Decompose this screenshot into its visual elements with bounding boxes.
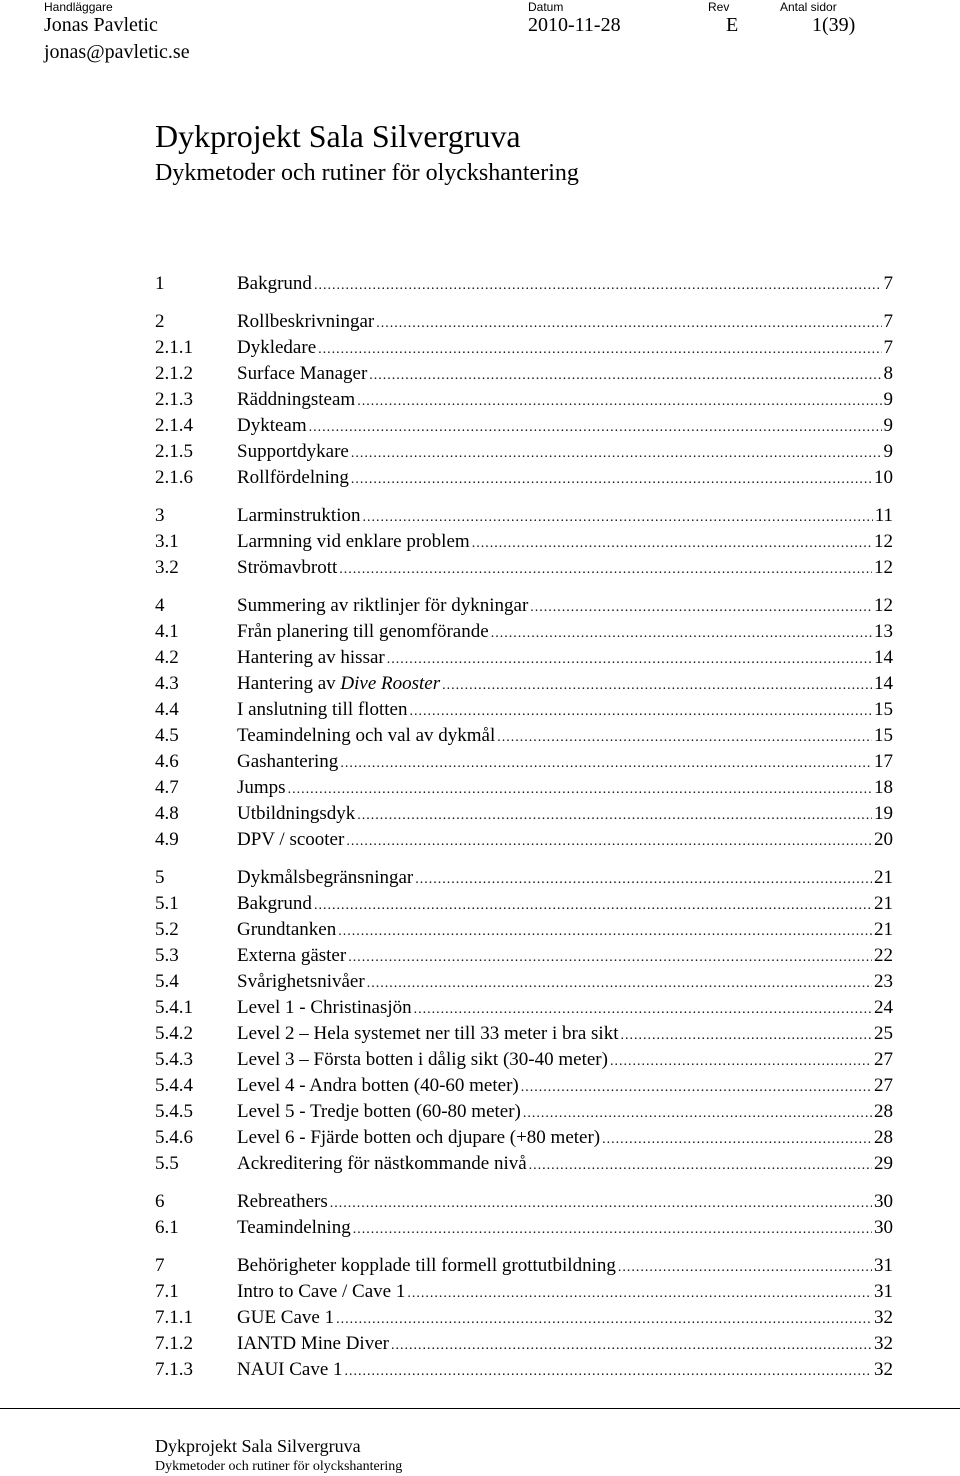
toc-entry-number: 4.4 xyxy=(155,699,179,720)
toc-entry[interactable] xyxy=(155,1126,893,1150)
toc-entry-page: 21 xyxy=(874,867,893,888)
toc-dot-leader xyxy=(340,752,872,776)
footer-title: Dykprojekt Sala Silvergruva xyxy=(155,1436,361,1456)
toc-entry-title-text: Surface Manager xyxy=(237,363,368,384)
toc-dot-leader xyxy=(351,442,882,466)
toc-entry-number: 6.1 xyxy=(155,1217,179,1238)
toc-entry-number: 4.6 xyxy=(155,751,179,772)
toc-entry[interactable] xyxy=(155,272,893,296)
toc-entry-title xyxy=(237,776,286,800)
toc-entry-title xyxy=(237,272,312,296)
toc-entry-number: 7.1.2 xyxy=(155,1333,193,1354)
toc-entry-title xyxy=(237,620,489,644)
toc-entry-number: 4.1 xyxy=(155,621,179,642)
toc-entry-page: 7 xyxy=(883,337,893,358)
toc-entry[interactable] xyxy=(155,1190,893,1214)
toc-entry-title-text: Bakgrund xyxy=(237,893,312,914)
toc-entry-title-text: Dykteam xyxy=(237,415,307,436)
toc-entry-number: 2.1.1 xyxy=(155,337,193,358)
toc-entry[interactable] xyxy=(155,620,893,644)
toc-entry[interactable] xyxy=(155,918,893,942)
toc-entry-title-text: Rollfördelning xyxy=(237,467,349,488)
toc-entry-title xyxy=(237,918,336,942)
toc-entry[interactable] xyxy=(155,724,893,748)
antal-sidor-label: Antal sidor xyxy=(780,0,837,14)
toc-entry-title-text: Ackreditering för nästkommande nivå xyxy=(237,1153,527,1174)
toc-entry[interactable] xyxy=(155,1254,893,1278)
toc-entry-number: 5.4 xyxy=(155,971,179,992)
toc-entry-title-text: Hantering av xyxy=(237,673,341,694)
author-email: jonas@pavletic.se xyxy=(44,41,190,63)
toc-entry[interactable] xyxy=(155,414,893,438)
toc-dot-leader xyxy=(415,868,872,892)
toc-dot-leader xyxy=(497,726,872,750)
author-name: Jonas Pavletic xyxy=(44,14,158,36)
toc-entry-page: 32 xyxy=(874,1359,893,1380)
toc-entry[interactable] xyxy=(155,1100,893,1124)
toc-entry-page: 21 xyxy=(874,919,893,940)
toc-entry-title-text: Level 2 – Hela systemet ner till 33 meter i bra sikt xyxy=(237,1023,619,1044)
toc-entry-title xyxy=(237,646,385,670)
toc-entry-title xyxy=(237,310,374,334)
toc-entry-title-text: Level 6 - Fjärde botten och djupare (+80 meter) xyxy=(237,1127,601,1148)
toc-entry-title xyxy=(237,336,316,360)
toc-dot-leader xyxy=(523,1102,872,1126)
toc-dot-leader xyxy=(314,274,882,298)
toc-entry-page: 10 xyxy=(874,467,893,488)
toc-entry-title xyxy=(237,1216,351,1240)
toc-entry-title xyxy=(237,996,412,1020)
toc-entry-page: 9 xyxy=(883,441,893,462)
toc-dot-leader xyxy=(407,1282,872,1306)
toc-entry[interactable] xyxy=(155,1074,893,1098)
toc-dot-leader xyxy=(387,648,872,672)
toc-entry-page: 20 xyxy=(874,829,893,850)
toc-dot-leader xyxy=(521,1076,872,1100)
toc-entry[interactable] xyxy=(155,1022,893,1046)
toc-dot-leader xyxy=(472,532,872,556)
toc-dot-leader xyxy=(369,364,881,388)
toc-entry-title xyxy=(237,802,355,826)
toc-entry-page: 30 xyxy=(874,1217,893,1238)
page-count: 1(39) xyxy=(812,14,856,36)
toc-entry-title-text: Hantering av hissar xyxy=(237,647,385,668)
toc-dot-leader xyxy=(391,1334,872,1358)
toc-entry-title-text: Utbildningsdyk xyxy=(237,803,356,824)
toc-entry[interactable] xyxy=(155,970,893,994)
toc-entry-title xyxy=(237,892,312,916)
toc-entry-page: 8 xyxy=(883,363,893,384)
toc-entry-title xyxy=(237,1048,608,1072)
toc-entry[interactable] xyxy=(155,1048,893,1072)
toc-entry-number: 4.3 xyxy=(155,673,179,694)
toc-entry-number: 4.8 xyxy=(155,803,179,824)
toc-entry-title xyxy=(237,724,495,748)
toc-entry-number: 2.1.3 xyxy=(155,389,193,410)
footer-divider xyxy=(0,1408,960,1409)
toc-entry-page: 12 xyxy=(874,595,893,616)
toc-entry-page: 12 xyxy=(874,557,893,578)
toc-entry-title-emphasis: Dive Rooster xyxy=(340,673,441,694)
toc-dot-leader xyxy=(610,1050,872,1074)
toc-entry-number: 5.4.2 xyxy=(155,1023,193,1044)
toc-entry-number: 5.1 xyxy=(155,893,179,914)
toc-entry-page: 21 xyxy=(874,893,893,914)
toc-entry-title-text: Level 4 - Andra botten (40-60 meter) xyxy=(237,1075,519,1096)
toc-dot-leader xyxy=(353,1218,872,1242)
toc-dot-leader xyxy=(330,1192,872,1216)
toc-entry-title xyxy=(237,414,307,438)
toc-dot-leader xyxy=(362,506,872,530)
toc-dot-leader xyxy=(618,1256,872,1280)
toc-entry-title-text: Rebreathers xyxy=(237,1191,328,1212)
toc-dot-leader xyxy=(530,596,872,620)
toc-entry-title-text: Externa gäster xyxy=(237,945,347,966)
toc-entry-page: 25 xyxy=(874,1023,893,1044)
toc-entry-number: 7.1.3 xyxy=(155,1359,193,1380)
toc-entry-number: 7 xyxy=(155,1255,165,1276)
toc-entry-number: 2.1.5 xyxy=(155,441,193,462)
document-date: 2010-11-28 xyxy=(528,14,621,36)
toc-entry-page: 31 xyxy=(874,1281,893,1302)
toc-entry-number: 5.4.6 xyxy=(155,1127,193,1148)
toc-dot-leader xyxy=(336,1308,872,1332)
toc-entry-number: 4.5 xyxy=(155,725,179,746)
toc-entry-page: 22 xyxy=(874,945,893,966)
toc-entry-page: 19 xyxy=(874,803,893,824)
toc-entry-number: 4.9 xyxy=(155,829,179,850)
toc-entry[interactable] xyxy=(155,776,893,800)
toc-dot-leader xyxy=(338,920,872,944)
toc-dot-leader xyxy=(409,700,872,724)
toc-entry[interactable] xyxy=(155,828,893,852)
toc-entry[interactable] xyxy=(155,594,893,618)
toc-entry-number: 2.1.4 xyxy=(155,415,193,436)
toc-entry-page: 9 xyxy=(883,389,893,410)
datum-label: Datum xyxy=(528,0,564,14)
toc-entry-page: 23 xyxy=(874,971,893,992)
toc-entry[interactable] xyxy=(155,802,893,826)
toc-entry[interactable] xyxy=(155,388,893,412)
toc-entry-page: 24 xyxy=(874,997,893,1018)
toc-entry-title-text: Rollbeskrivningar xyxy=(237,311,375,332)
toc-entry-title-text: Behörigheter kopplade till formell grottutbildning xyxy=(237,1255,616,1276)
toc-entry-page: 13 xyxy=(874,621,893,642)
toc-dot-leader xyxy=(314,894,872,918)
toc-entry[interactable] xyxy=(155,750,893,774)
toc-entry-number: 3.1 xyxy=(155,531,179,552)
toc-dot-leader xyxy=(348,946,872,970)
toc-entry-number: 5.4.1 xyxy=(155,997,193,1018)
toc-entry-number: 5.5 xyxy=(155,1153,179,1174)
toc-entry-title xyxy=(237,504,360,528)
toc-entry-title-text: Larminstruktion xyxy=(237,505,361,526)
toc-entry-title-text: Strömavbrott xyxy=(237,557,338,578)
toc-dot-leader xyxy=(309,416,882,440)
toc-dot-leader xyxy=(376,312,881,336)
toc-dot-leader xyxy=(351,468,872,492)
toc-entry-title xyxy=(237,828,344,852)
toc-entry-number: 1 xyxy=(155,273,165,294)
toc-entry[interactable] xyxy=(155,646,893,670)
toc-entry-title xyxy=(237,672,440,696)
toc-entry-page: 9 xyxy=(883,415,893,436)
toc-entry-page: 15 xyxy=(874,699,893,720)
toc-entry-title-text: GUE Cave 1 xyxy=(237,1307,335,1328)
toc-entry-title-text: Level 3 – Första botten i dålig sikt (30-40 meter) xyxy=(237,1049,608,1070)
toc-entry-title-text: Jumps xyxy=(237,777,286,798)
rev-label: Rev xyxy=(708,0,730,14)
footer-subtitle: Dykmetoder och rutiner för olyckshantering xyxy=(155,1459,403,1474)
toc-entry-page: 17 xyxy=(874,751,893,772)
toc-entry-title-text: I anslutning till flotten xyxy=(237,699,408,720)
toc-entry-title xyxy=(237,1254,616,1278)
toc-entry[interactable] xyxy=(155,556,893,580)
toc-entry[interactable] xyxy=(155,504,893,528)
toc-entry-title xyxy=(237,1100,521,1124)
toc-entry-title-text: Dykmålsbegränsningar xyxy=(237,867,414,888)
toc-entry-number: 5.3 xyxy=(155,945,179,966)
toc-dot-leader xyxy=(357,390,881,414)
toc-dot-leader xyxy=(318,338,881,362)
toc-entry-title-text: Dykledare xyxy=(237,337,317,358)
toc-entry-title-text: Teamindelning och val av dykmål xyxy=(237,725,496,746)
toc-entry-title-text: Larmning vid enklare problem xyxy=(237,531,470,552)
document-title: Dykprojekt Sala Silvergruva xyxy=(155,118,521,154)
document-subtitle: Dykmetoder och rutiner för olyckshantering xyxy=(155,160,579,186)
toc-entry-page: 7 xyxy=(883,311,893,332)
toc-entry-title xyxy=(237,1074,519,1098)
toc-entry-page: 14 xyxy=(874,673,893,694)
toc-entry[interactable] xyxy=(155,1332,893,1356)
toc-entry-title-text: Level 1 - Christinasjön xyxy=(237,997,412,1018)
revision: E xyxy=(726,14,739,36)
toc-entry-title xyxy=(237,866,413,890)
toc-entry-number: 6 xyxy=(155,1191,165,1212)
toc-entry-title-text: Svårighetsnivåer xyxy=(237,971,365,992)
toc-entry-title xyxy=(237,944,346,968)
toc-entry-title xyxy=(237,594,528,618)
toc-entry[interactable] xyxy=(155,1280,893,1304)
toc-entry[interactable] xyxy=(155,1152,893,1176)
toc-entry-page: 31 xyxy=(874,1255,893,1276)
toc-entry-title xyxy=(237,1126,600,1150)
toc-entry-number: 7.1.1 xyxy=(155,1307,193,1328)
toc-entry-title-text: IANTD Mine Diver xyxy=(237,1333,389,1354)
toc-entry[interactable] xyxy=(155,996,893,1020)
toc-entry-number: 5.2 xyxy=(155,919,179,940)
toc-entry[interactable] xyxy=(155,530,893,554)
toc-entry[interactable] xyxy=(155,362,893,386)
toc-entry-title-text: Summering av riktlinjer för dykningar xyxy=(237,595,529,616)
toc-entry-title xyxy=(237,440,349,464)
toc-entry-title xyxy=(237,698,407,722)
toc-entry-title-text: Gashantering xyxy=(237,751,339,772)
toc-entry[interactable] xyxy=(155,944,893,968)
toc-entry[interactable] xyxy=(155,310,893,334)
toc-entry-page: 32 xyxy=(874,1333,893,1354)
toc-dot-leader xyxy=(357,804,872,828)
toc-entry-title xyxy=(237,1332,389,1356)
toc-dot-leader xyxy=(288,778,872,802)
toc-entry-title xyxy=(237,1190,328,1214)
toc-entry-page: 12 xyxy=(874,531,893,552)
toc-entry[interactable] xyxy=(155,1358,893,1382)
toc-dot-leader xyxy=(414,998,872,1022)
toc-entry[interactable] xyxy=(155,1306,893,1330)
toc-entry-number: 3.2 xyxy=(155,557,179,578)
toc-entry-page: 28 xyxy=(874,1127,893,1148)
toc-dot-leader xyxy=(367,972,872,996)
toc-entry-number: 2.1.6 xyxy=(155,467,193,488)
toc-entry-number: 4.7 xyxy=(155,777,179,798)
toc-entry-number: 5 xyxy=(155,867,165,888)
toc-entry[interactable] xyxy=(155,440,893,464)
toc-entry-title xyxy=(237,1280,405,1304)
toc-dot-leader xyxy=(345,1360,872,1384)
toc-entry-number: 2.1.2 xyxy=(155,363,193,384)
toc-entry-page: 14 xyxy=(874,647,893,668)
toc-entry-title-text: Supportdykare xyxy=(237,441,349,462)
toc-entry-page: 15 xyxy=(874,725,893,746)
toc-entry-page: 32 xyxy=(874,1307,893,1328)
toc-entry-page: 28 xyxy=(874,1101,893,1122)
toc-entry[interactable] xyxy=(155,866,893,890)
toc-entry-title-text: Från planering till genomförande xyxy=(237,621,489,642)
toc-dot-leader xyxy=(529,1154,872,1178)
toc-entry-title-text: DPV / scooter xyxy=(237,829,345,850)
toc-entry[interactable] xyxy=(155,1216,893,1240)
toc-dot-leader xyxy=(620,1024,872,1048)
toc-dot-leader xyxy=(339,558,872,582)
toc-entry-title-text: NAUI Cave 1 xyxy=(237,1359,343,1380)
toc-entry-number: 4 xyxy=(155,595,165,616)
toc-entry-title xyxy=(237,362,367,386)
toc-entry-title xyxy=(237,1152,527,1176)
toc-dot-leader xyxy=(491,622,872,646)
toc-entry[interactable] xyxy=(155,466,893,490)
toc-entry-title xyxy=(237,750,338,774)
toc-entry-title xyxy=(237,970,365,994)
toc-entry[interactable] xyxy=(155,672,893,696)
toc-entry-title-text: Level 5 - Tredje botten (60-80 meter) xyxy=(237,1101,521,1122)
toc-entry-number: 5.4.3 xyxy=(155,1049,193,1070)
toc-entry-number: 5.4.4 xyxy=(155,1075,193,1096)
toc-dot-leader xyxy=(442,674,872,698)
toc-entry[interactable] xyxy=(155,336,893,360)
toc-entry-title-text: Bakgrund xyxy=(237,273,312,294)
toc-entry-number: 3 xyxy=(155,505,165,526)
toc-entry-title xyxy=(237,1306,334,1330)
toc-entry-title xyxy=(237,556,337,580)
toc-entry-title-text: Intro to Cave / Cave 1 xyxy=(237,1281,406,1302)
toc-entry-page: 18 xyxy=(874,777,893,798)
toc-entry[interactable] xyxy=(155,892,893,916)
toc-entry[interactable] xyxy=(155,698,893,722)
toc-entry-title xyxy=(237,1022,618,1046)
handlaggare-label: Handläggare xyxy=(44,0,113,14)
toc-entry-page: 7 xyxy=(883,273,893,294)
toc-dot-leader xyxy=(602,1128,872,1152)
toc-entry-number: 5.4.5 xyxy=(155,1101,193,1122)
toc-entry-title-text: Teamindelning xyxy=(237,1217,351,1238)
toc-entry-number: 2 xyxy=(155,311,165,332)
toc-entry-title-text: Räddningsteam xyxy=(237,389,356,410)
toc-entry-number: 7.1 xyxy=(155,1281,179,1302)
toc-entry-page: 27 xyxy=(874,1075,893,1096)
toc-entry-title xyxy=(237,530,470,554)
toc-entry-title xyxy=(237,1358,343,1382)
toc-entry-title xyxy=(237,388,355,412)
toc-entry-page: 29 xyxy=(874,1153,893,1174)
toc-entry-number: 4.2 xyxy=(155,647,179,668)
toc-dot-leader xyxy=(346,830,872,854)
toc-entry-title-text: Grundtanken xyxy=(237,919,337,940)
toc-entry-page: 11 xyxy=(874,505,893,526)
toc-entry-page: 27 xyxy=(874,1049,893,1070)
toc-entry-title xyxy=(237,466,349,490)
toc-entry-page: 30 xyxy=(874,1191,893,1212)
